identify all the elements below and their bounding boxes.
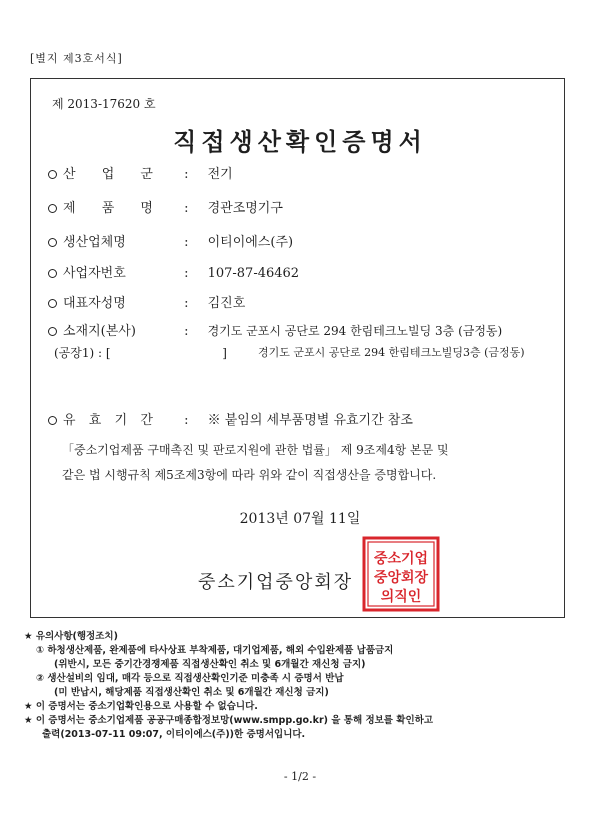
issuer-name: 중소기업중앙회장 bbox=[198, 572, 354, 593]
seal-line-2: 중앙회장 bbox=[373, 570, 429, 586]
field-value: ※ 붙임의 세부품명별 유효기간 참조 bbox=[207, 413, 413, 428]
factory-bracket-close: ] bbox=[222, 346, 227, 360]
field-value: 이티이에스(주) bbox=[207, 235, 294, 250]
field-label: 대표자성명 bbox=[63, 296, 126, 311]
field-label: 생산업체명 bbox=[63, 235, 126, 250]
field-colon: : bbox=[184, 324, 189, 339]
field-colon: : bbox=[184, 201, 189, 216]
notes-item-1-sub: (위반시, 모든 중기간경쟁제품 직접생산확인 취소 및 6개월간 재신청 금지) bbox=[54, 659, 366, 670]
bullet-icon bbox=[48, 327, 57, 336]
field-row-company bbox=[48, 231, 293, 250]
field-label: 소재지(본사) bbox=[63, 324, 136, 339]
notes-item-3: ★ 이 증명서는 중소기업확인용으로 사용할 수 없습니다. bbox=[24, 701, 258, 712]
bullet-icon bbox=[48, 204, 57, 213]
notes-item-1: ① 하청생산제품, 완제품에 타사상표 부착제품, 대기업제품, 해외 수입완제품 납품금지 bbox=[36, 645, 394, 656]
field-value: 김진호 bbox=[207, 296, 246, 311]
certificate-title: 직접생산확인증명서 bbox=[173, 127, 427, 156]
field-label: 제 품 명 bbox=[63, 201, 153, 216]
legal-notice-line-1: 「중소기업제품 구매촉진 및 판로지원에 관한 법률」 제 9조제4항 본문 및 bbox=[62, 443, 449, 457]
notes-item-4-cont: 출력(2013-07-11 09:07, 이티이에스(주))한 증명서입니다. bbox=[42, 729, 306, 740]
field-label: 사업자번호 bbox=[63, 266, 126, 281]
field-value: 경기도 군포시 공단로 294 한림테크노빌딩 3층 (금정동) bbox=[207, 324, 503, 338]
field-colon: : bbox=[184, 296, 189, 311]
legal-notice-line-2: 같은 법 시행규칙 제5조제3항에 따라 위와 같이 직접생산을 증명합니다. bbox=[62, 468, 437, 482]
field-row-product bbox=[48, 197, 283, 216]
page-number: - 1/2 - bbox=[283, 770, 317, 783]
bullet-icon bbox=[48, 238, 57, 247]
field-value: 107-87-46462 bbox=[207, 266, 300, 281]
form-tag: [별지 제3호서식] bbox=[30, 52, 123, 65]
notes-item-4: ★ 이 증명서는 중소기업제품 공공구매종합정보망(www.smpp.go.kr) 을 통해 정보를 확인하고 bbox=[24, 715, 434, 726]
field-colon: : bbox=[184, 235, 189, 250]
factory-address: 경기도 군포시 공단로 294 한림테크노빌딩3층 (금정동) bbox=[258, 346, 525, 359]
bullet-icon bbox=[48, 416, 57, 425]
factory-label bbox=[54, 344, 227, 361]
factory-label-text: (공장1) : [ bbox=[54, 346, 111, 360]
field-value: 경관조명기구 bbox=[207, 201, 283, 216]
notes-item-2-sub: (미 반납시, 해당제품 직접생산확인 취소 및 6개월간 재신청 금지) bbox=[54, 687, 329, 698]
field-colon: : bbox=[184, 413, 189, 428]
field-row-representative bbox=[48, 292, 245, 311]
seal-line-1: 중소기업 bbox=[373, 551, 429, 567]
bullet-icon bbox=[48, 299, 57, 308]
notes-heading: ★ 유의사항(행정조치) bbox=[24, 631, 118, 642]
official-seal-icon bbox=[362, 536, 440, 612]
field-row-business-number bbox=[48, 262, 299, 281]
issue-date: 2013년 07월 11일 bbox=[239, 511, 361, 527]
field-label: 산 업 군 bbox=[63, 167, 153, 182]
bullet-icon bbox=[48, 170, 57, 179]
field-colon: : bbox=[184, 167, 189, 182]
field-row-address bbox=[48, 320, 502, 339]
field-row-industry bbox=[48, 163, 233, 182]
field-colon: : bbox=[184, 266, 189, 281]
field-row-validity bbox=[48, 409, 413, 428]
seal-line-3: 의직인 bbox=[380, 589, 422, 605]
field-label: 유 효 기 간 bbox=[63, 413, 153, 428]
certificate-number: 제 2013-17620 호 bbox=[52, 97, 156, 111]
field-value: 전기 bbox=[207, 167, 233, 182]
notes-section bbox=[24, 630, 584, 742]
notes-item-2: ② 생산설비의 임대, 매각 등으로 직접생산확인기준 미충족 시 증명서 반납 bbox=[36, 673, 344, 684]
bullet-icon bbox=[48, 269, 57, 278]
